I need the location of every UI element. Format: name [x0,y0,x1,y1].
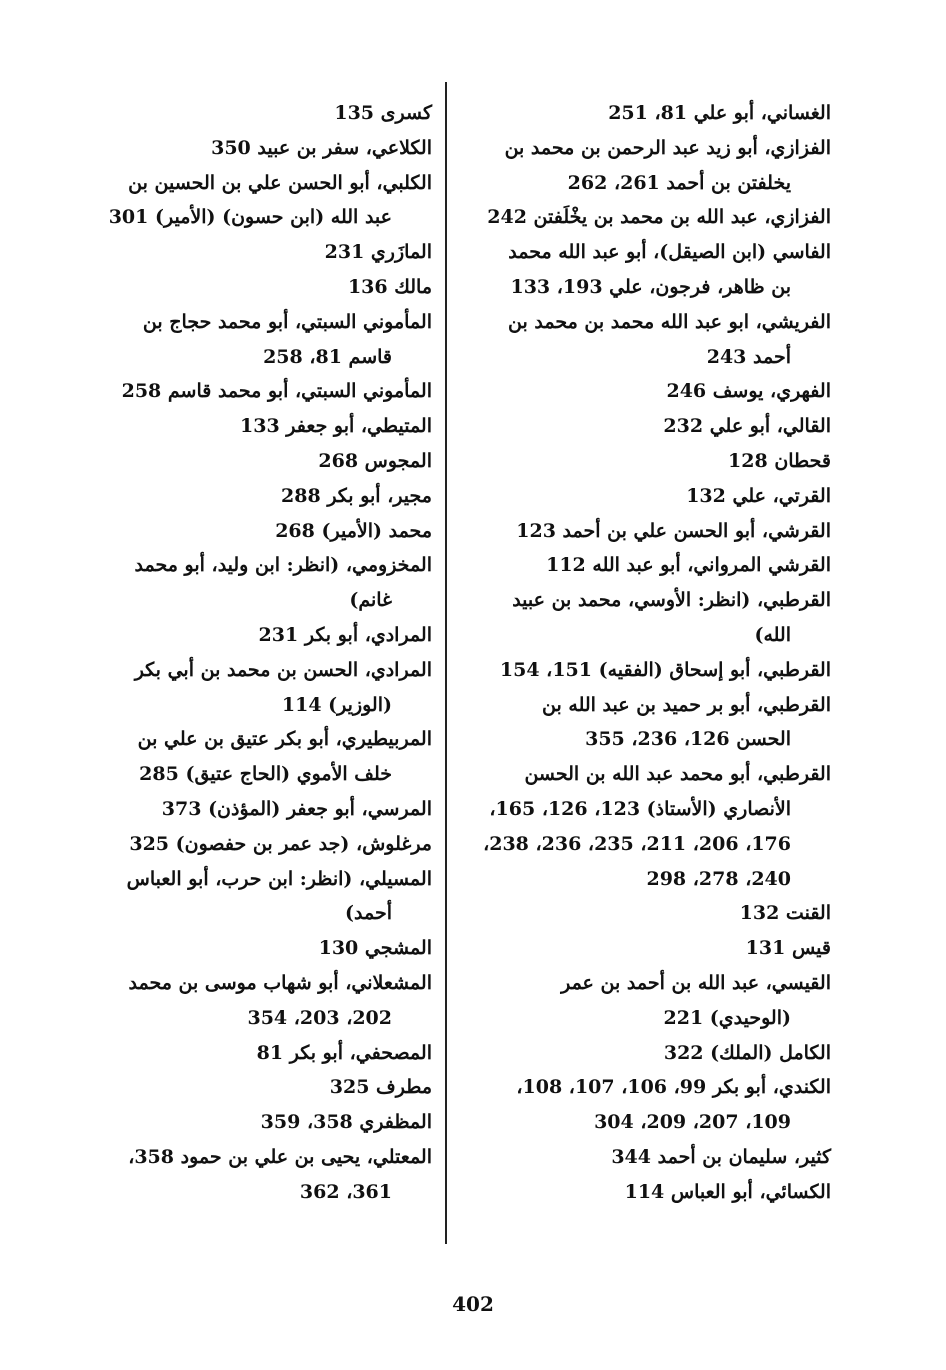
index-entry-text: المصحفي، أبو بكر 81 [256,1041,432,1064]
index-entry [52,96,432,131]
index-entry-text: الفهري، يوسف 246 [666,380,831,403]
index-entry [52,514,432,549]
index-entry-text: القرطبي، (انظر: الأوسي، محمد بن عبيد [512,589,831,612]
index-entry-text: المأموني السبتي، أبو محمد حجاج بن [142,310,432,333]
index-entry-continuation: غانم) [349,589,392,612]
index-entry-text: الفاسي (ابن الصيقل)، أبو عبد الله محمد [508,241,831,264]
index-entry [451,583,831,653]
index-entry [52,235,432,270]
index-entry [451,1140,831,1175]
index-entry-text: قيس 131 [745,937,831,960]
index-entry [52,409,432,444]
index-entry-text: مرغلوش، (جد عمر بن حفصون) 325 [129,832,432,855]
index-entry-continuation: أحمد) [345,902,392,925]
index-entry-text: الكسائي، أبو العباس 114 [624,1180,831,1203]
index-entry [451,235,831,305]
index-entry [52,444,432,479]
index-entry-text: المعتلي، يحيى بن علي بن حمود 358، [128,1145,432,1168]
index-entry-text: المظفري 358، 359 [260,1111,432,1134]
index-entry-text: المأموني السبتي، أبو محمد قاسم 258 [121,380,432,403]
index-entry [52,1140,432,1210]
index-entry-text: القنت 132 [739,902,831,925]
index-entry-text: المرادي، أبو بكر 231 [258,623,432,646]
index-column-right [451,96,831,1210]
index-entry-text: القالي، أبو علي 232 [663,415,831,438]
index-entry-text: القرطبي، أبو بر حميد بن عبد الله بن [542,693,831,716]
index-entry-continuation: 361، 362 [299,1180,392,1203]
index-entry [451,305,831,375]
index-entry-text: محمد (الأمير) 268 [275,519,432,542]
index-entry [52,270,432,305]
index-entry [451,757,831,896]
index-entry-continuation: 109، 207، 209، 304 [594,1111,791,1134]
index-entry [52,1105,432,1140]
index-entry [52,166,432,236]
index-entry-continuation: 176، 206، 211، 235، 236، 238، [483,832,791,855]
index-entry [52,966,432,1036]
index-entry [52,305,432,375]
index-entry-text: مطرف 325 [329,1076,432,1099]
index-column-left [52,96,432,1210]
index-entry [451,96,831,131]
index-entry-text: القرشي، أبو الحسن علي بن أحمد 123 [516,519,831,542]
index-entry [451,931,831,966]
index-entry [451,1175,831,1210]
index-entry [52,827,432,862]
index-entry [52,479,432,514]
index-entry [52,862,432,932]
index-entry-text: القرطبي، أبو إسحاق (الفقيه) 151، 154 [499,658,831,681]
index-entry [52,931,432,966]
index-entry-text: كسرى 135 [334,102,432,124]
index-entry-text: كثير، سليمان بن أحمد 344 [611,1145,831,1168]
index-entry [52,131,432,166]
index-entry-text: القيسي، عبد الله بن أحمد بن عمر [561,971,831,994]
index-entry-text: المتيطي، أبو جعفر 133 [240,415,432,438]
index-entry-continuation: الأنصاري (الأستاذ) 123، 126، 165، [489,797,791,820]
index-entry-continuation: (الوحيدي) 221 [663,1006,791,1029]
index-entry-text: المازَري 231 [324,241,432,264]
index-entry [451,444,831,479]
index-entry-continuation: (الوزير) 114 [281,693,392,716]
index-entry-continuation: بن ظاهر، فرجون، علي 193، 133 [510,275,791,298]
index-entry-text: المسيلي، (انظر: ابن حرب، أبو العباس [126,867,432,890]
index-entry-text: المربيطيري، أبو بكر عتيق بن علي بن [137,728,432,751]
index-entry-text: المرادي، الحسن بن محمد بن أبي بكر [134,658,432,681]
index-entry [451,479,831,514]
index-entry-continuation: يخلفتن بن أحمد 261، 262 [567,171,791,194]
index-entry-text: الفزازي، عبد الله بن محمد بن يخْلَفتن 242 [487,206,831,229]
index-entry [451,1036,831,1071]
index-entry-text: المخزومي، (انظر: ابن وليد، أبو محمد [134,554,432,577]
index-entry-text: القرتي، علي 132 [686,484,831,507]
index-entry-continuation: الله) [754,623,791,646]
index-entry-text: الكندي، أبو بكر 99، 106، 107، 108، [516,1076,831,1099]
index-entry-text: المرسي، أبو جعفر (المؤذن) 373 [161,797,432,820]
index-entry-continuation: قاسم 81، 258 [263,345,392,368]
index-entry [52,1070,432,1105]
index-entry-text: المجوس 268 [318,449,432,472]
index-entry [451,374,831,409]
index-entry [52,792,432,827]
index-entry [451,514,831,549]
index-entry [451,131,831,201]
index-entry [451,653,831,688]
index-entry-continuation: 202، 203، 354 [247,1006,392,1029]
index-entry [451,548,831,583]
index-entry-text: المشجي 130 [318,937,432,960]
column-divider [445,82,447,1244]
index-entry-continuation: الحسن 126، 236، 355 [585,728,791,751]
index-entry-text: المشعلاني، أبو شهاب موسى بن محمد [128,971,432,994]
index-entry [52,374,432,409]
index-entry-text: القرطبي، أبو محمد عبد الله بن الحسن [524,763,831,786]
index-entry [451,200,831,235]
index-entry-text: الفريشي، ابو عبد الله محمد بن محمد بن [508,310,831,333]
index-entry [451,409,831,444]
index-entry-text: الغساني، أبو علي 81، 251 [608,102,831,124]
page-number: 402 [452,1292,494,1316]
index-entry [451,1070,831,1140]
index-entry-text: الكلاعي، سفر بن عبيد 350 [211,136,432,159]
index-entry-text: قحطان 128 [728,449,831,472]
index-entry [52,1036,432,1071]
index-entry-text: الكامل (الملك) 322 [663,1041,831,1064]
index-entry-text: مالك 136 [347,275,432,298]
index-entry-text: القرشي المرواني، أبو عبد الله 112 [546,554,831,577]
index-entry-text: الفزازي، أبو زيد عبد الرحمن بن محمد بن [504,136,831,159]
index-entry [52,548,432,618]
index-entry [52,618,432,653]
index-entry-text: مجير، أبو بكر 288 [281,484,432,507]
index-entry-continuation: 240، 278، 298 [646,867,791,890]
index-entry [451,966,831,1036]
index-entry [52,653,432,723]
index-entry-continuation: خلف الأموي (الحاج عتيق) 285 [139,763,392,786]
index-entry [52,722,432,792]
index-entry-continuation: أحمد 243 [706,345,791,368]
index-entry [451,688,831,758]
index-entry-continuation: عبد الله (ابن حسون) (الأمير) 301 [108,206,392,229]
index-entry-text: الكلبي، أبو الحسن علي بن الحسين بن [128,171,432,194]
index-entry [451,896,831,931]
